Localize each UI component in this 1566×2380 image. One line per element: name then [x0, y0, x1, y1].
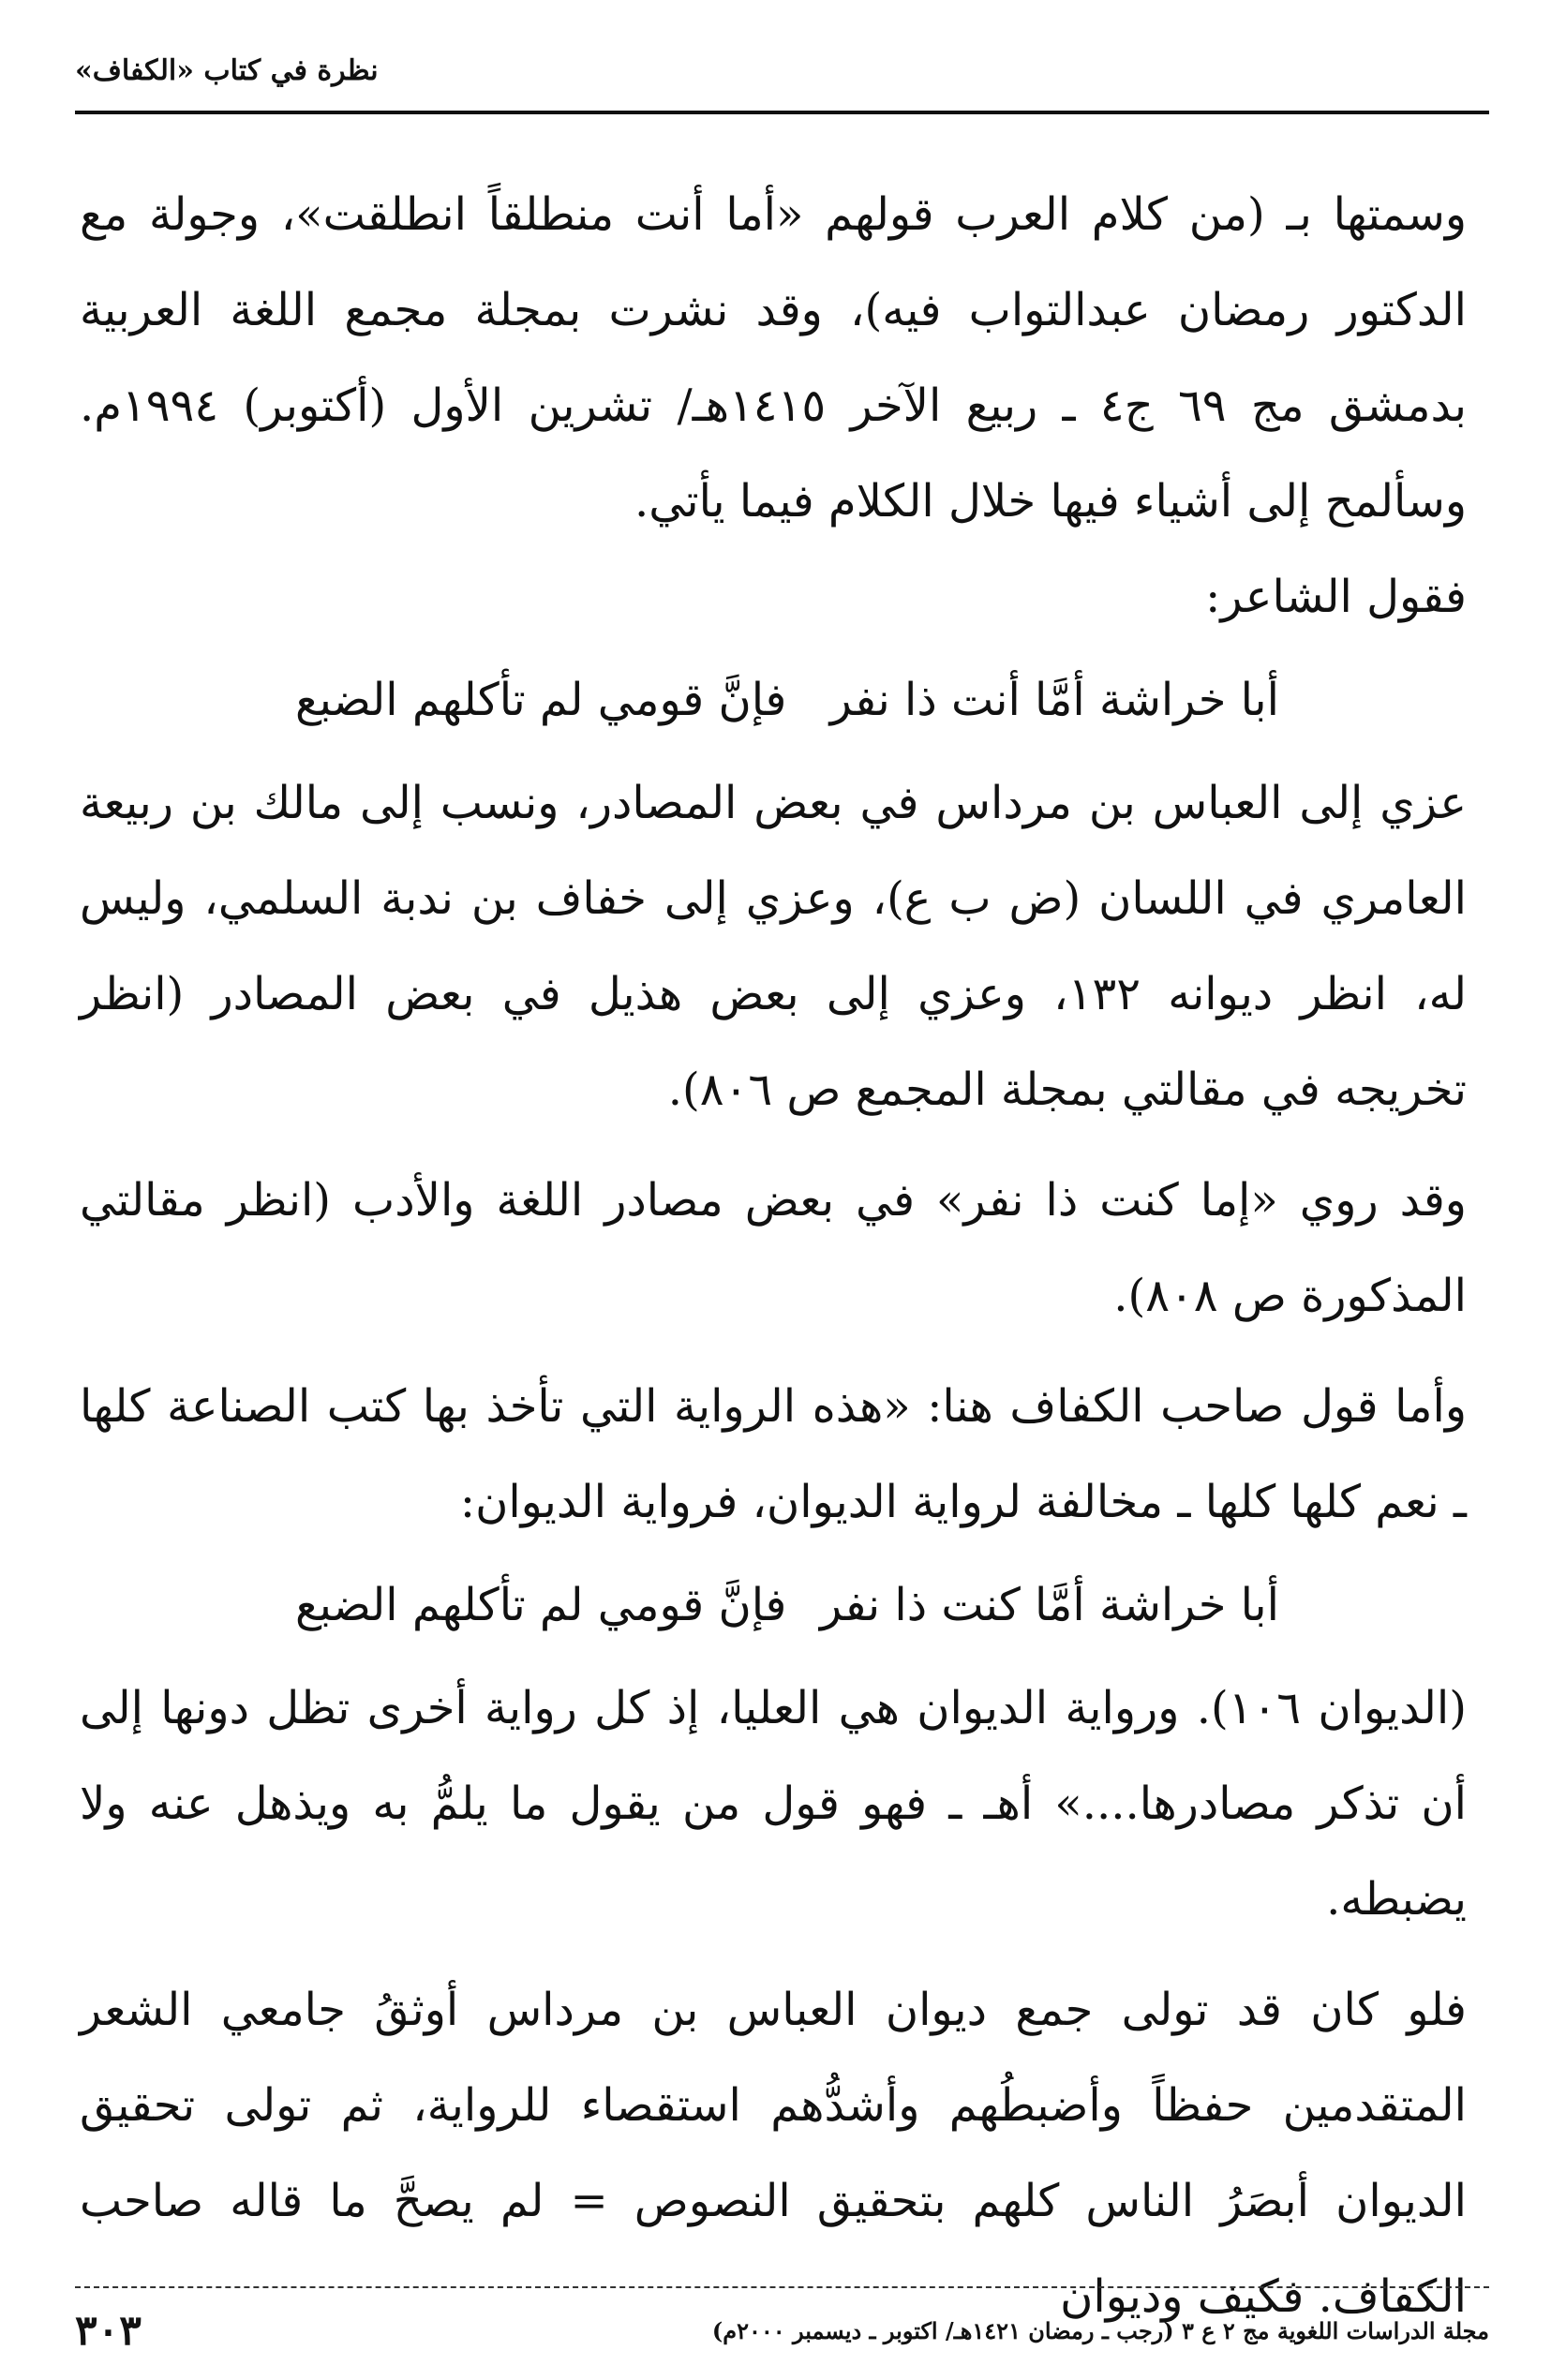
journal-citation: مجلة الدراسات اللغوية مج ٢ ع ٣ (رجب ـ رمضان ١٤٢١هـ/ اكتوبر ـ ديسمبر ٢٠٠٠م) — [711, 2317, 1489, 2344]
paragraph-3: عزي إلى العباس بن مرداس في بعض المصادر، ونسب إلى مالك بن ربيعة العامري في اللسان (ض ب ع)، وعزي إلى خفاف بن ندبة السلمي، وليس له، انظر ديوانه ١٣٢، وعزي إلى بعض هذيل في بعض المصادر (انظر تخريجه في مقالتي بمجلة المجمع ص ٨٠٦). — [80, 777, 1468, 1116]
verse-2-first-hemistich: أبا خراشة أمَّا كنت ذا نفر — [819, 1579, 1279, 1631]
header-rule — [75, 111, 1489, 114]
running-title: نظرة في كتاب «الكفاف» — [75, 54, 379, 87]
verse-2 — [80, 1557, 1467, 1653]
paragraph-2: فقول الشاعر: — [1205, 571, 1467, 623]
verse-1 — [80, 652, 1467, 748]
paragraph-1: وسمتها بـ (من كلام العرب قولهم «أما أنت منطلقاً انطلقت»، وجولة مع الدكتور رمضان عبدالتواب فيه)، وقد نشرت بمجلة مجمع اللغة العربية بدمشق مج ٦٩ ج٤ ـ ربيع الآخر ١٤١٥هـ/ تشرين الأول (أكتوبر) ١٩٩٤م. وسألمح إلى أشياء فيها خلال الكلام فيما يأتي. — [80, 188, 1468, 528]
footer-rule — [75, 2286, 1489, 2288]
paragraph-7: فلو كان قد تولى جمع ديوان العباس بن مرداس أوثقُ جامعي الشعر المتقدمين حفظاً وأضبطُهم وأشدُّهم استقصاء للرواية، ثم تولى تحقيق الديوان أبصَرُ الناس كلهم بتحقيق النصوص = لم يصحَّ ما قاله صاحب الكفاف. فكيف وديوان — [80, 1984, 1468, 2323]
verse-1-first-hemistich: أبا خراشة أمَّا أنت ذا نفر — [829, 674, 1279, 726]
paragraph-6: (الديوان ١٠٦). ورواية الديوان هي العليا، إذ كل رواية أخرى تظل دونها إلى أن تذكر مصادرها....» أهـ ـ فهو قول من يقول ما يلمُّ به ويذهل عنه ولا يضبطه. — [80, 1682, 1467, 1926]
paragraph-4: وقد روي «إما كنت ذا نفر» في بعض مصادر اللغة والأدب (انظر مقالتي المذكورة ص ٨٠٨). — [80, 1174, 1467, 1322]
body-text — [80, 167, 1467, 2344]
verse-1-second-hemistich: فإنَّ قومي لم تأكلهم الضبع — [295, 674, 787, 726]
verse-2-second-hemistich: فإنَّ قومي لم تأكلهم الضبع — [295, 1579, 787, 1631]
footer — [75, 2307, 1489, 2355]
paragraph-5: وأما قول صاحب الكفاف هنا: «هذه الرواية التي تأخذ بها كتب الصناعة كلها ـ نعم كلها كلها ـ مخالفة لرواية الديوان، فرواية الديوان: — [80, 1380, 1467, 1528]
page-number: ٣٠٣ — [75, 2307, 142, 2355]
